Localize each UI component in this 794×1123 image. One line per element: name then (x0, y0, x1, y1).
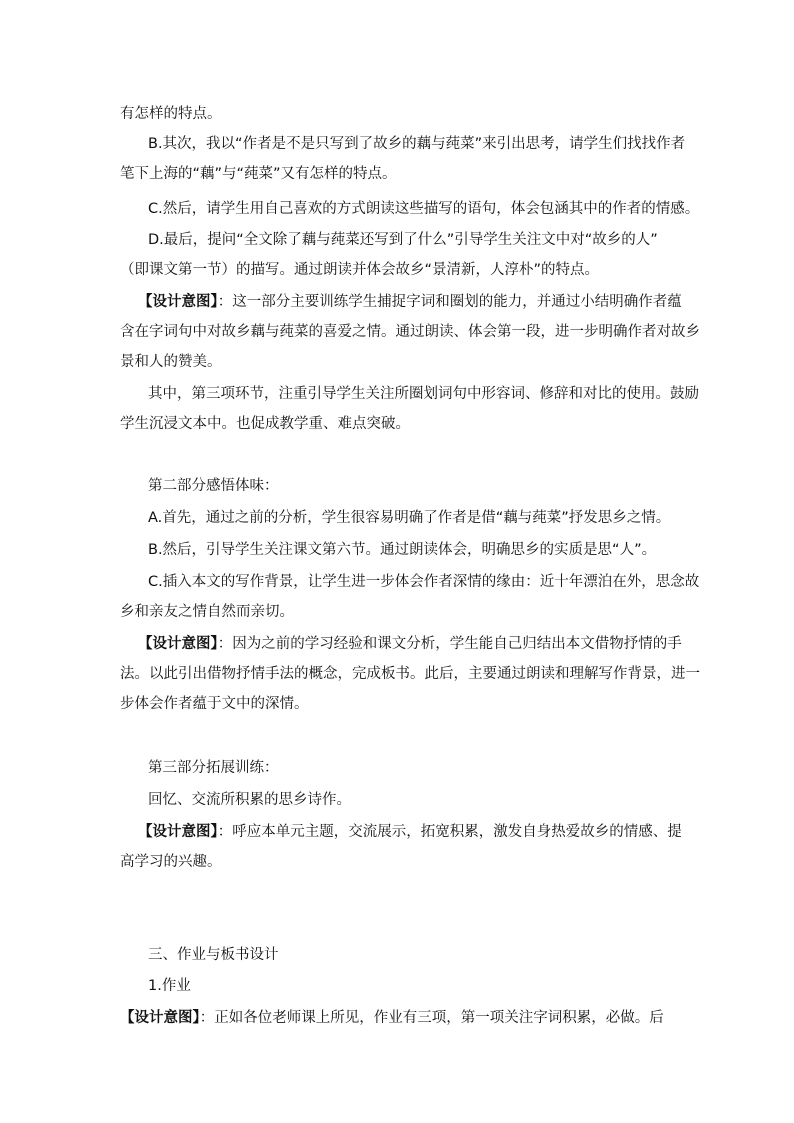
section-heading: 三、作业与板书设计 (148, 947, 279, 963)
paragraph-line: 回忆、交流所积累的思乡诗作。 (148, 792, 351, 808)
design-intent-label: 【设计意图】 (138, 824, 218, 840)
section-heading: 第三部分拓展训练： (148, 760, 279, 776)
design-intent-label: 【设计意图】 (138, 636, 218, 652)
paragraph-line: 高学习的兴趣。 (120, 854, 222, 870)
paragraph-line: 法。以此引出借物抒情手法的概念，完成板书。此后，主要通过朗读和理解写作背景，进一 (120, 666, 700, 682)
paragraph-line: B.然后，引导学生关注课文第六节。通过朗读体会，明确思乡的实质是思“人”。 (148, 542, 657, 558)
paragraph-line: 景和人的赞美。 (120, 354, 222, 370)
paragraph-line: 笔下上海的“藕”与“莼菜”又有怎样的特点。 (120, 166, 397, 182)
paragraph-line: B.其次，我以“作者是不是只写到了故乡的藕与莼菜”来引出思考，请学生们找找作者 (148, 136, 686, 152)
design-intent-text: ：因为之前的学习经验和课文分析，学生能自己归结出本文借物抒情的手 (217, 636, 682, 652)
paragraph-line: 乡和亲友之情自然而亲切。 (120, 604, 294, 620)
paragraph-line: 学生沉浸文本中。也促成教学重、难点突破。 (120, 416, 410, 432)
paragraph-line: 其中，第三项环节，注重引导学生关注所圈划词句中形容词、修辞和对比的使用。鼓励 (148, 386, 699, 402)
paragraph-line: A.首先，通过之前的分析，学生很容易明确了作者是借“藕与莼菜”抒发思乡之情。 (148, 510, 671, 526)
design-intent-label: 【设计意图】 (138, 294, 218, 310)
paragraph-line: 有怎样的特点。 (120, 106, 222, 122)
design-intent-text: ：正如各位老师课上所见，作业有三项，第一项关注字词积累，必做。后 (199, 1010, 664, 1026)
paragraph-line: C.然后，请学生用自己喜欢的方式朗读这些描写的语句，体会包涵其中的作者的情感。 (148, 201, 700, 217)
paragraph-line: D.最后，提问“全文除了藕与莼菜还写到了什么”引导学生关注文中对“故乡的人” (148, 232, 658, 248)
paragraph-line: （即课文第一节）的描写。通过朗读并体会故乡“景清新，人淳朴”的特点。 (120, 262, 600, 278)
paragraph-line: 步体会作者蕴于文中的深情。 (120, 696, 309, 712)
design-intent-text: ：这一部分主要训练学生捕捉字词和圈划的能力，并通过小结明确作者蕴 (217, 294, 682, 310)
section-heading: 第二部分感悟体味： (148, 478, 279, 494)
paragraph-line: 含在字词句中对故乡藕与莼菜的喜爱之情。通过朗读、体会第一段，进一步明确作者对故乡 (120, 324, 700, 340)
design-intent-label: 【设计意图】 (120, 1010, 200, 1026)
design-intent-line (0, 292, 794, 312)
subsection-heading: 1.作业 (148, 978, 191, 994)
design-intent-line (0, 822, 794, 842)
design-intent-line (0, 1008, 794, 1028)
paragraph-line: C.插入本文的写作背景，让学生进一步体会作者深情的缘由：近十年漂泊在外，思念故 (148, 574, 700, 590)
design-intent-text: ：呼应本单元主题，交流展示，拓宽积累，激发自身热爱故乡的情感、提 (217, 824, 682, 840)
design-intent-line (0, 634, 794, 654)
